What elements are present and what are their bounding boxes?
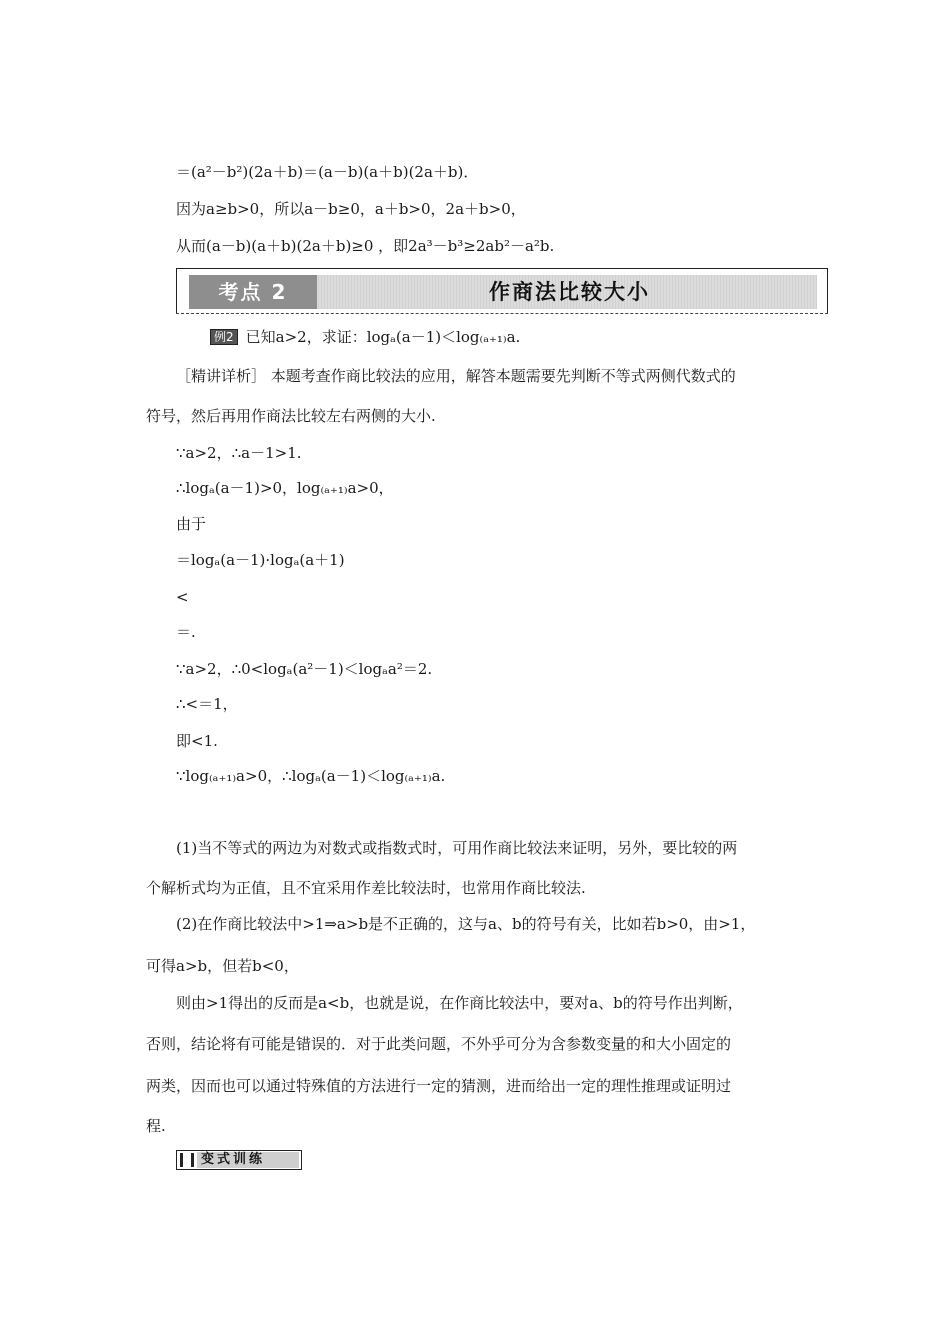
example-line (210, 327, 520, 347)
note-line-6: 否则，结论将有可能是错误的．对于此类问题，不外乎可分为含参数变量的和大小固定的 (146, 1035, 732, 1053)
proof-line-8: ∴<＝1， (176, 695, 238, 713)
derivation-line-1: ＝(a²－b²)(2a＋b)＝(a－b)(a＋b)(2a＋b)． (176, 163, 479, 181)
proof-line-4: ＝logₐ(a－1)·logₐ(a＋1) (176, 551, 345, 569)
note-line-8: 程. (146, 1117, 166, 1135)
analysis-line-1: ［精讲详析］ 本题考查作商比较法的应用，解答本题需要先判断不等式两侧代数式的 (176, 367, 736, 385)
note-line-4: 可得a>b，但若b<0， (146, 957, 299, 975)
proof-line-10: ∵log₍ₐ₊₁₎a>0，∴logₐ(a－1)＜log₍ₐ₊₁₎a. (176, 767, 446, 785)
proof-line-9: 即<1. (176, 732, 218, 750)
note-line-2: 个解析式均为正值，且不宜采用作差比较法时，也常用作商比较法. (146, 879, 586, 897)
derivation-line-3: 从而(a－b)(a＋b)(2a＋b)≥0 ，即2a³－b³≥2ab²－a²b. (176, 237, 555, 255)
example-text: 已知a>2，求证：logₐ(a－1)＜log₍ₐ₊₁₎a. (245, 328, 521, 346)
training-bars-icon (180, 1153, 194, 1167)
derivation-line-2: 因为a≥b>0，所以a－b≥0，a＋b>0，2a＋b>0， (176, 200, 526, 218)
note-line-5: 则由>1得出的反而是a<b，也就是说，在作商比较法中，要对a、b的符号作出判断， (176, 994, 743, 1012)
training-label: 变式训练 (201, 1152, 266, 1167)
proof-line-1: ∵a>2，∴a－1>1. (176, 444, 302, 462)
section-banner (176, 268, 828, 314)
section-divider (176, 313, 828, 314)
example-tag: 例2 (210, 329, 238, 345)
training-banner (176, 1150, 302, 1170)
proof-line-6: ＝. (176, 623, 196, 641)
proof-line-2: ∴logₐ(a－1)>0，log₍ₐ₊₁₎a>0， (176, 479, 394, 497)
proof-line-5: < (176, 588, 189, 606)
section-title: 作商法比较大小 (489, 280, 650, 304)
note-line-7: 两类，因而也可以通过特殊值的方法进行一定的猜测，进而给出一定的理性推理或证明过 (146, 1077, 732, 1095)
section-tag: 考点 2 (189, 275, 317, 309)
proof-line-3: 由于 (176, 515, 207, 533)
proof-line-7: ∵a>2，∴0<logₐ(a²－1)＜logₐa²＝2. (176, 660, 433, 678)
analysis-line-2: 符号，然后再用作商法比较左右两侧的大小. (146, 407, 436, 425)
note-line-1: (1)当不等式的两边为对数式或指数式时，可用作商比较法来证明，另外，要比较的两 (176, 839, 738, 857)
section-banner-bar (189, 275, 817, 309)
note-line-3: (2)在作商比较法中>1⇒a>b是不正确的，这与a、b的符号有关，比如若b>0，由>1， (176, 915, 756, 933)
